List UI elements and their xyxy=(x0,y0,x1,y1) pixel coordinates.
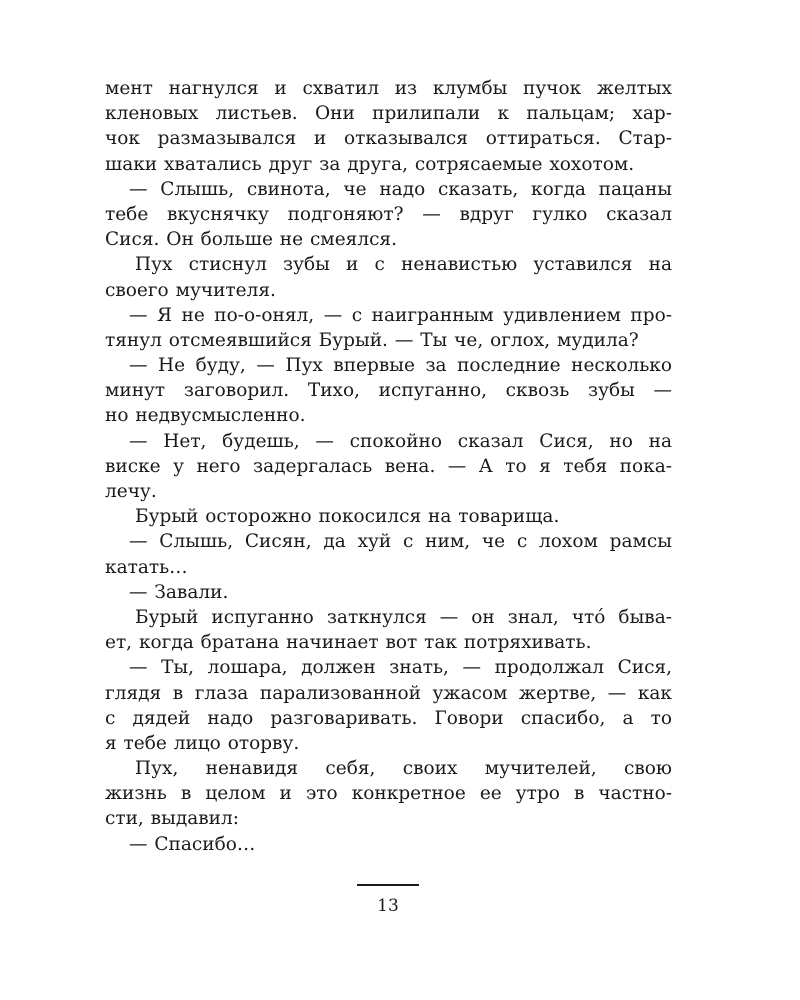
text-line: минут заговорил. Тихо, испуганно, сквозь зубы — xyxy=(105,380,672,402)
text-line: ет, когда братана начинает вот так потряхивать. xyxy=(105,632,592,654)
page-number: 13 xyxy=(377,896,399,916)
text-line: я тебе лицо оторву. xyxy=(105,732,300,754)
text-line: — Спасибо… xyxy=(129,833,256,855)
text-line: Сися. Он больше не смеялся. xyxy=(105,229,397,251)
text-line: Бурый осторожно покосился на товарища. xyxy=(135,506,560,528)
text-line: катать… xyxy=(105,556,188,578)
text-line: — Слышь, свинота, че надо сказать, когда пацаны xyxy=(129,178,672,200)
text-line: Бурый испуганно заткнулся — он знал, чтó быва- xyxy=(135,606,672,628)
text-line: — Не буду, — Пух впервые за последние несколько xyxy=(129,355,672,377)
text-line: — Завали. xyxy=(129,581,229,603)
text-line: виске у него задергалась вена. — А то я тебя пока- xyxy=(105,455,672,477)
text-line: своего мучителя. xyxy=(105,279,276,301)
text-line: Пух стиснул зубы и с ненавистью уставился на xyxy=(135,254,672,276)
text-line: лечу. xyxy=(105,481,157,502)
text-line: — Слышь, Сисян, да хуй с ним, че с лохом рамсы xyxy=(129,531,672,553)
body-text xyxy=(105,76,672,857)
text-line: глядя в глаза парализованной ужасом жертве, — как xyxy=(105,682,672,704)
text-line: тебе вкуснячку подгоняют? — вдруг гулко сказал xyxy=(105,203,672,225)
text-line: — Нет, будешь, — спокойно сказал Сися, но на xyxy=(129,430,672,452)
text-line: сти, выдавил: xyxy=(105,808,239,830)
footer-rule xyxy=(357,884,419,886)
text-line: чок размазывался и отказывался оттираться. Стар- xyxy=(105,128,672,150)
text-line: но недвусмысленно. xyxy=(105,405,306,427)
text-line: тянул отсмеявшийся Бурый. — Ты че, оглох, мудила? xyxy=(105,329,639,351)
text-line: — Ты, лошара, должен знать, — продолжал Сися, xyxy=(129,657,672,679)
text-line: с дядей надо разговаривать. Говори спасибо, а то xyxy=(105,707,672,729)
text-line: мент нагнулся и схватил из клумбы пучок желтых xyxy=(105,78,672,99)
text-line: жизнь в целом и это конкретное ее утро в частно- xyxy=(105,783,672,805)
text-line: кленовых листьев. Они прилипали к пальцам; хар- xyxy=(105,103,672,125)
text-line: Пух, ненавидя себя, своих мучителей, свою xyxy=(135,758,672,780)
text-line: — Я не по-о-онял, — с наигранным удивлением про- xyxy=(129,304,672,326)
text-line: шаки хватались друг за друга, сотрясаемые хохотом. xyxy=(105,153,635,175)
